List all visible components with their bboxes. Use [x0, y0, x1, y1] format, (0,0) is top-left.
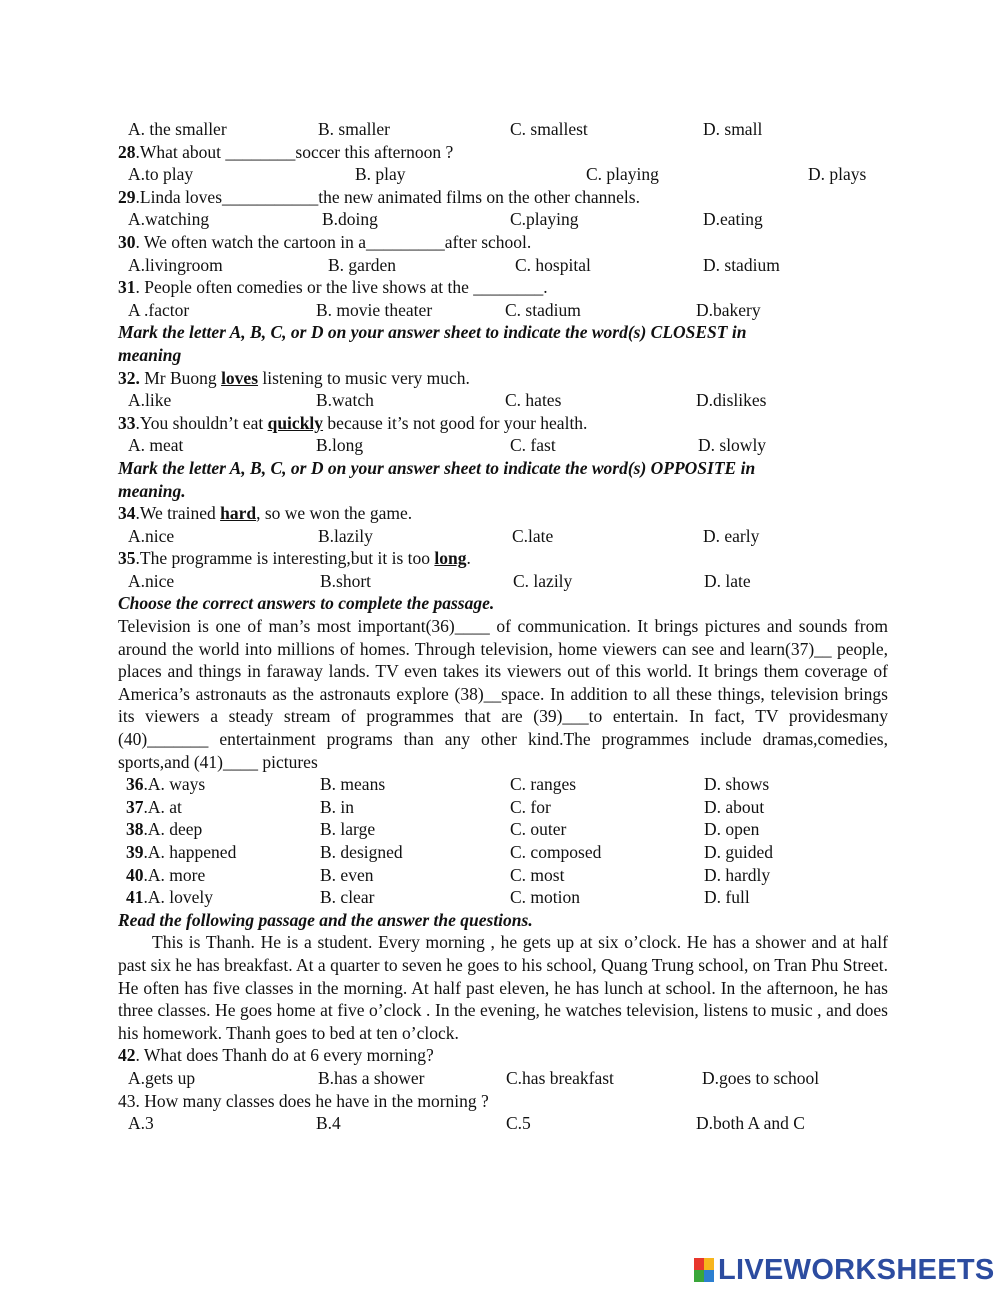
q27-option-c[interactable]: C. smallest — [510, 119, 588, 139]
q43-option-d[interactable]: D.both A and C — [696, 1113, 805, 1134]
closest-meaning-instruction: Mark the letter A, B, C, or D on your answer sheet to indicate the word(s) CLOSEST in — [118, 322, 747, 343]
liveworksheets-logo — [694, 1253, 995, 1286]
q27-options — [118, 118, 888, 141]
q29-option-a[interactable]: A.watching — [128, 209, 210, 230]
q42-option-d[interactable]: D.goes to school — [702, 1067, 820, 1088]
logo-mark-icon — [694, 1258, 714, 1282]
q40-option-a[interactable]: .A. more — [143, 864, 206, 885]
q32-option-a[interactable]: A.like — [128, 390, 172, 411]
q37-option-c[interactable]: C. for — [510, 796, 551, 817]
q41-option-a[interactable]: .A. lovely — [143, 887, 214, 908]
q42-stem: 42. What does Thanh do at 6 every morning? — [118, 1045, 434, 1066]
q35-option-d[interactable]: D. late — [704, 570, 751, 591]
q38-option-d[interactable]: D. open — [704, 819, 760, 840]
q36-option-d[interactable]: D. shows — [704, 774, 770, 795]
q31-options — [118, 299, 888, 322]
q33-option-d[interactable]: D. slowly — [698, 435, 767, 456]
q38-option-b[interactable]: B. large — [320, 819, 376, 840]
q41-option-b[interactable]: B. clear — [320, 887, 375, 908]
q40-option-b[interactable]: B. even — [320, 864, 374, 885]
q28-options — [118, 163, 888, 186]
q31-option-d[interactable]: D.bakery — [696, 299, 761, 320]
q34-option-a[interactable]: A.nice — [128, 525, 175, 546]
closest-meaning-instruction-cont: meaning — [118, 344, 182, 365]
q39-option-b[interactable]: B. designed — [320, 842, 403, 862]
q28-stem: 28.What about ________soccer this afternoon ? — [118, 141, 454, 162]
q39-option-c[interactable]: C. composed — [510, 842, 602, 862]
q30-option-b[interactable]: B. garden — [328, 254, 397, 275]
q34-option-c[interactable]: C.late — [512, 525, 554, 546]
q32-stem: 32. Mr Buong loves listening to music very much. — [118, 367, 470, 388]
q30-option-c[interactable]: C. hospital — [515, 254, 591, 275]
q33-keyword: quickly — [267, 412, 324, 433]
q31-stem: 31. People often comedies or the live shows at the ________. — [118, 277, 548, 298]
q37-option-d[interactable]: D. about — [704, 796, 765, 817]
q29-option-b[interactable]: B.doing — [322, 209, 378, 230]
q43-option-c[interactable]: C.5 — [506, 1113, 531, 1134]
cloze-row-41: 41.A. lovely B. clear C. motion D. full — [126, 887, 750, 908]
q29-options — [118, 208, 888, 231]
q38-option-c[interactable]: C. outer — [510, 819, 567, 840]
q29-option-c[interactable]: C.playing — [510, 209, 579, 230]
q33-options — [118, 434, 888, 457]
q34-keyword: hard — [220, 503, 257, 524]
q43-stem: 43. How many classes does he have in the morning ? — [118, 1090, 489, 1111]
cloze-row-36: 36.A. ways B. means C. ranges D. shows — [126, 774, 770, 795]
q38-option-a[interactable]: .A. deep — [143, 819, 203, 840]
q41-option-c[interactable]: C. motion — [510, 887, 581, 908]
q36-option-c[interactable]: C. ranges — [510, 774, 577, 795]
q32-keyword: loves — [221, 367, 259, 388]
cloze-row-38: 38.A. deep B. large C. outer D. open — [126, 819, 760, 840]
q37-option-a[interactable]: .A. at — [143, 796, 182, 817]
q33-option-c[interactable]: C. fast — [510, 435, 556, 456]
q28-option-a[interactable]: A.to play — [128, 164, 194, 185]
q35-option-a[interactable]: A.nice — [128, 570, 175, 591]
passage-instruction: Choose the correct answers to complete the passage. — [118, 593, 495, 614]
q39-option-a[interactable]: .A. happened — [143, 842, 237, 862]
q35-keyword: long — [434, 548, 467, 569]
q32-option-d[interactable]: D.dislikes — [696, 390, 767, 411]
q34-options — [118, 525, 888, 548]
q30-option-a[interactable]: A.livingroom — [128, 254, 223, 275]
q31-option-a[interactable]: A .factor — [128, 299, 190, 320]
q28-option-c[interactable]: C. playing — [586, 164, 659, 185]
q33-option-b[interactable]: B.long — [316, 435, 364, 456]
q27-option-b[interactable]: B. smaller — [318, 119, 390, 139]
q35-options — [118, 570, 888, 593]
q41-option-d[interactable]: D. full — [704, 887, 750, 908]
q32-option-c[interactable]: C. hates — [505, 390, 562, 411]
q28-option-b[interactable]: B. play — [355, 164, 406, 185]
thanh-passage: This is Thanh. He is a student. Every morning , he gets up at six o’clock. He has a shower and at half past six he has breakfast. At a quarter to seven he goes to his school, Quang Trung school, on Tran Phu Street. He often has five classes in the morning. At half past eleven, he has lunch at school. In the afternoon, he has three classes. He goes home at five o’clock . In the evening, he watches television, listens to music , and does his homework. Thanh goes to bed at ten o’clock. — [118, 932, 888, 1043]
opposite-meaning-instruction-cont: meaning. — [118, 480, 186, 501]
q30-option-d[interactable]: D. stadium — [703, 254, 780, 275]
q32-option-b[interactable]: B.watch — [316, 390, 374, 411]
logo-text: LIVEWORKSHEETS — [718, 1253, 995, 1286]
q42-options — [118, 1067, 888, 1090]
q43-options — [118, 1112, 888, 1135]
q35-option-c[interactable]: C. lazily — [513, 570, 573, 591]
q40-option-d[interactable]: D. hardly — [704, 864, 771, 885]
worksheet-page — [118, 118, 888, 1135]
q29-stem: 29.Linda loves___________the new animated films on the other channels. — [118, 186, 640, 207]
q29-option-d[interactable]: D.eating — [703, 209, 763, 230]
q30-options — [118, 254, 888, 277]
opposite-meaning-instruction: Mark the letter A, B, C, or D on your answer sheet to indicate the word(s) OPPOSITE in — [118, 457, 756, 478]
q34-option-d[interactable]: D. early — [703, 525, 760, 546]
q34-option-b[interactable]: B.lazily — [318, 525, 373, 546]
cloze-row-37: 37.A. at B. in C. for D. about — [126, 796, 765, 817]
q42-option-b[interactable]: B.has a shower — [318, 1067, 425, 1088]
q40-option-c[interactable]: C. most — [510, 864, 565, 885]
q28-option-d[interactable]: D. plays — [808, 164, 867, 185]
reading-instruction: Read the following passage and the answer the questions. — [118, 909, 533, 930]
cloze-row-40: 40.A. more B. even C. most D. hardly — [126, 864, 771, 885]
q27-option-d[interactable]: D. small — [703, 119, 763, 139]
q33-option-a[interactable]: A. meat — [128, 435, 184, 456]
q27-option-a[interactable]: A. the smaller — [128, 119, 227, 139]
q36-option-b[interactable]: B. means — [320, 774, 386, 795]
q35-stem: 35.The programme is interesting,but it is too long. — [118, 548, 471, 569]
q42-option-c[interactable]: C.has breakfast — [506, 1067, 614, 1088]
q34-stem: 34.We trained hard, so we won the game. — [118, 503, 413, 524]
q30-stem: 30. We often watch the cartoon in a_________after school. — [118, 231, 532, 252]
q33-stem: 33.You shouldn’t eat quickly because it’s not good for your health. — [118, 412, 588, 433]
q43-option-a[interactable]: A.3 — [128, 1113, 154, 1134]
cloze-row-39: 39.A. happened B. designed C. composed D. guided — [126, 842, 774, 862]
q42-option-a[interactable]: A.gets up — [128, 1067, 196, 1088]
q31-option-b[interactable]: B. movie theater — [316, 299, 433, 320]
q31-option-c[interactable]: C. stadium — [505, 299, 581, 320]
q36-option-a[interactable]: .A. ways — [143, 774, 206, 795]
television-passage: Television is one of man’s most important(36)____ of communication. It brings pictures and sounds from around the world into millions of homes. Through television, home viewers can see and learn(37)__ people, places and things in faraway lands. TV even takes its viewers out of this world. It brings them coverage of America’s astronauts as the astronauts explore (38)__space. In addition to all these things, television brings its viewers a steady stream of programmes that are (39)___to entertain. In fact, TV providesmany (40)_______ entertainment programs than any other kind.The programmes include dramas,comedies, sports,and (41)____ pictures — [118, 616, 888, 772]
q43-option-b[interactable]: B.4 — [316, 1113, 341, 1134]
q32-options — [118, 389, 888, 412]
q37-option-b[interactable]: B. in — [320, 796, 355, 817]
q35-option-b[interactable]: B.short — [320, 570, 372, 591]
q39-option-d[interactable]: D. guided — [704, 842, 774, 862]
